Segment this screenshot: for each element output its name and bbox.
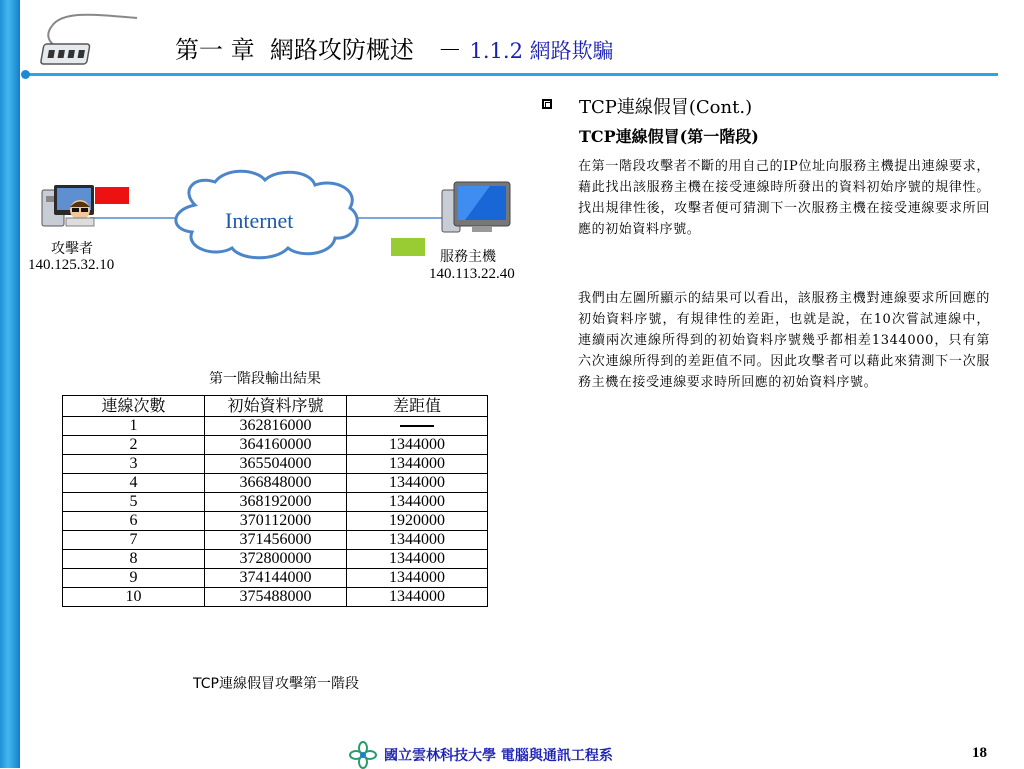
cell-isn: 365504000 [205,455,347,474]
internet-label: Internet [225,208,294,233]
col-header-diff: 差距值 [347,396,488,417]
paragraph-1: 在第一階段攻擊者不斷的用自己的IP位址向服務主機提出連線要求，藉此找出該服務主機在接受連線時所發出的資料初始序號的規律性。找出規律性後，攻擊者便可猜測下一次服務主機在接受連線要求所回應的初始資料序號。 [578,159,990,237]
table-row [63,550,488,569]
cell-attempt: 8 [63,550,205,569]
col-header-attempt: 連線次數 [63,396,205,417]
chapter-title: 第一 章 網路攻防概述 － [175,36,470,64]
cell-diff: 1344000 [347,493,488,512]
cell-diff: 1344000 [347,436,488,455]
cell-diff: 1344000 [347,531,488,550]
cell-diff: 1920000 [347,512,488,531]
sequence-table [62,395,488,607]
cell-isn: 371456000 [205,531,347,550]
table-row [63,569,488,588]
table-row [63,588,488,607]
router-icon [32,6,142,76]
header-divider-dot [21,70,30,79]
cell-diff: 1344000 [347,588,488,607]
attacker-ip: 140.125.32.10 [28,257,115,273]
cell-attempt: 7 [63,531,205,550]
col-header-isn: 初始資料序號 [205,396,347,417]
cell-attempt: 9 [63,569,205,588]
header-divider [22,73,998,76]
footer-school: 國立雲林科技大學 電腦與通訊工程系 [384,748,613,764]
attacker-marker [95,187,129,204]
paragraph-2: 我們由左圖所顯示的結果可以看出，該服務主機對連線要求所回應的初始資料序號，有規律性的差距，也就是說，在10次嘗試連線中，連續兩次連線所得到的初始資料序號幾乎都相差1344000，只有第六次連線所得到的差距值不同。因此攻擊者可以藉此來猜測下一次服務主機在接受連線要求時所回應的初始資料序號。 [578,291,990,390]
cell-attempt: 3 [63,455,205,474]
cell-isn: 366848000 [205,474,347,493]
table-row [63,436,488,455]
table-row [63,512,488,531]
table-caption: 第一階段輸出結果 [209,371,321,387]
cell-attempt: 6 [63,512,205,531]
cell-isn: 374144000 [205,569,347,588]
bullet-heading: TCP連線假冒(Cont.) [579,97,753,118]
page-number: 18 [972,745,987,761]
cell-diff [347,417,488,436]
cell-diff: 1344000 [347,550,488,569]
dash-mark [400,425,434,427]
section-title: 1.1.2 網路欺騙 [469,39,614,63]
server-marker [391,238,425,256]
university-logo-icon [349,741,377,769]
cell-diff: 1344000 [347,569,488,588]
cell-isn: 370112000 [205,512,347,531]
attacker-computer-icon [42,185,94,226]
table-row [63,417,488,436]
table-row [63,493,488,512]
slide-title [175,30,614,65]
cell-attempt: 1 [63,417,205,436]
cell-isn: 362816000 [205,417,347,436]
server-ip: 140.113.22.40 [429,266,515,282]
figure-caption: TCP連線假冒攻擊第一階段 [193,676,359,692]
network-diagram [20,160,540,300]
table-row [63,474,488,493]
bullet-square-icon [542,99,552,109]
cell-isn: 372800000 [205,550,347,569]
cell-diff: 1344000 [347,474,488,493]
cell-diff: 1344000 [347,455,488,474]
cell-attempt: 4 [63,474,205,493]
attacker-label: 攻擊者 [51,241,93,257]
cell-isn: 368192000 [205,493,347,512]
cell-isn: 364160000 [205,436,347,455]
left-accent-bar [0,0,20,768]
sub-heading: TCP連線假冒(第一階段) [579,127,759,146]
server-label: 服務主機 [440,249,496,265]
cell-isn: 375488000 [205,588,347,607]
cell-attempt: 2 [63,436,205,455]
server-computer-icon [442,182,510,232]
cell-attempt: 10 [63,588,205,607]
table-row [63,531,488,550]
table-row [63,455,488,474]
table-header-row [63,396,488,417]
cell-attempt: 5 [63,493,205,512]
